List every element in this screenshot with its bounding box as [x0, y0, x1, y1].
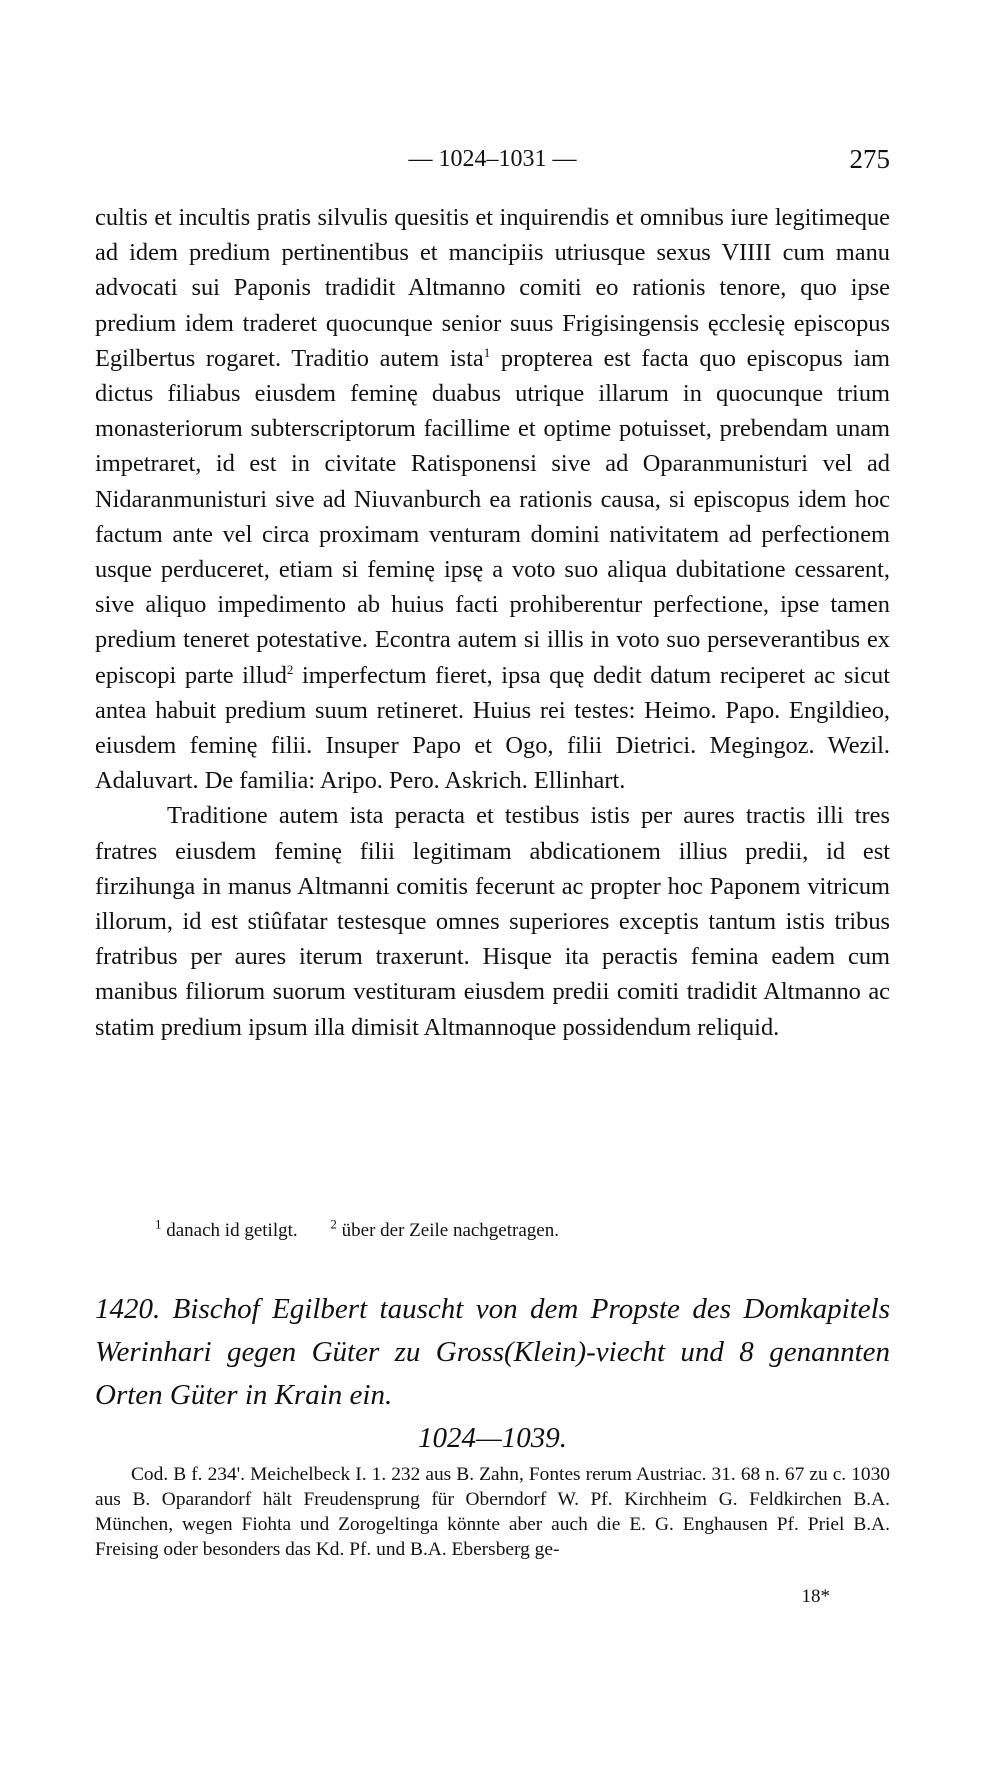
- footnote-2: [330, 1218, 559, 1244]
- paragraph-tradition: Traditione autem ista peracta et testibus istis per aures tractis illi tres fratres eiusdem feminę filii legitimam abdicationem illius predii, id est firzihunga in manus Altmanni comitis fecerunt ac propter hoc Paponem vitricum illorum, id est stiûfatar testesque omnes superiores exceptis tantum istis tribus fratribus per aures iterum traxerunt. Hisque ita peractis femina eadem cum manibus filiorum suorum vestituram eiusdem predii comiti tradidit Altmanno ac statim predium ipsum illa dimisit Altmannoque possidendum reliquid.: [95, 802, 890, 1041]
- page-number: 275: [849, 144, 890, 174]
- paragraph-text-end: imperfectum fieret, ipsa quę dedit datum reciperet ac sicut antea habuit predium suum retineret. Huius rei testes: Heimo. Papo. Engildieo, eiusdem feminę filii. Insuper Papo et Ogo, filii Dietrici. Megingoz. Wezil. Adaluvart. De familia: Aripo. Pero. Askrich. Ellinhart.: [95, 661, 890, 795]
- source-text: Cod. B f. 234'. Meichelbeck I. 1. 232 aus B. Zahn, Fontes rerum Austriac. 31. 68 n. 67 zu c. 1030 aus B. Oparandorf hält Freudensprung für Oberndorf W. Pf. Kirchheim G. Feldkirchen B.A. München, wegen Fiohta und Zorogeltinga könnte aber auch die E. G. Enghausen Pf. Priel B.A. Freising oder besonders das Kd. Pf. und B.A. Ebersberg ge-: [95, 1464, 890, 1560]
- source-notes: [95, 1462, 890, 1562]
- charter-date: 1024—1039.: [417, 1422, 568, 1454]
- footnote-mark: 1: [155, 1216, 162, 1232]
- main-text: [95, 200, 890, 1045]
- printer-signature: 18*: [801, 1586, 830, 1607]
- paragraph-text: cultis et incultis pratis silvulis quesitis et inquirendis et omnibus iure legitimeque ad idem predium pertinentibus et mancipiis utriusque sexus VIIII cum manu advocati sui Paponis tradidit Altmanno comiti eo rationis tenore, quo ipse predium idem traderet quocunque senior suus Frigisingensis ęcclesię episcopus Egilbertus rogaret. Traditio autem ista: [95, 204, 890, 372]
- footnote-mark: 2: [330, 1216, 337, 1232]
- footnote-text: über der Zeile nachgetragen.: [341, 1220, 559, 1241]
- paragraph-charter-text: [95, 200, 890, 798]
- footnote-text: danach id getilgt.: [166, 1220, 298, 1241]
- footnote-ref-2: 2: [286, 661, 294, 677]
- footnote-1: [155, 1218, 298, 1244]
- footnotes: [155, 1218, 875, 1244]
- charter-title: 1420. Bischof Egilbert tauscht von dem Propste des Domkapitels Werinhari gegen Güter zu Gross(Klein)-viecht und 8 genannten Orten Güter in Krain ein.: [95, 1293, 890, 1411]
- running-header: [95, 140, 890, 180]
- charter-heading: [95, 1288, 890, 1460]
- paragraph-text-continued: propterea est facta quo episcopus iam dictus filiabus eiusdem feminę duabus utrique illarum in quocunque trium monasteriorum subterscriptorum facillime et optime potuisset, prebendam unam impetraret, id est in civitate Ratisponensi sive ad Oparanmunisturi vel ad Nidaranmunisturi sive ad Niuvanburch ea rationis causa, si episcopus idem hoc factum ante vel circa proximam venturam domini nativitatem ad perfectionem usque perduceret, etiam si feminę ipsę a voto suo aliqua dubitatione cessarent, sive aliquo impedimento ab huius facti prohiberentur perfectione, ipse tamen predium teneret potestative. Econtra autem si illis in voto suo perseverantibus ex episcopi parte illud: [95, 344, 890, 689]
- document-page: [95, 0, 890, 1772]
- header-year-range: — 1024–1031 —: [408, 146, 577, 172]
- footnote-ref-1: 1: [483, 344, 491, 360]
